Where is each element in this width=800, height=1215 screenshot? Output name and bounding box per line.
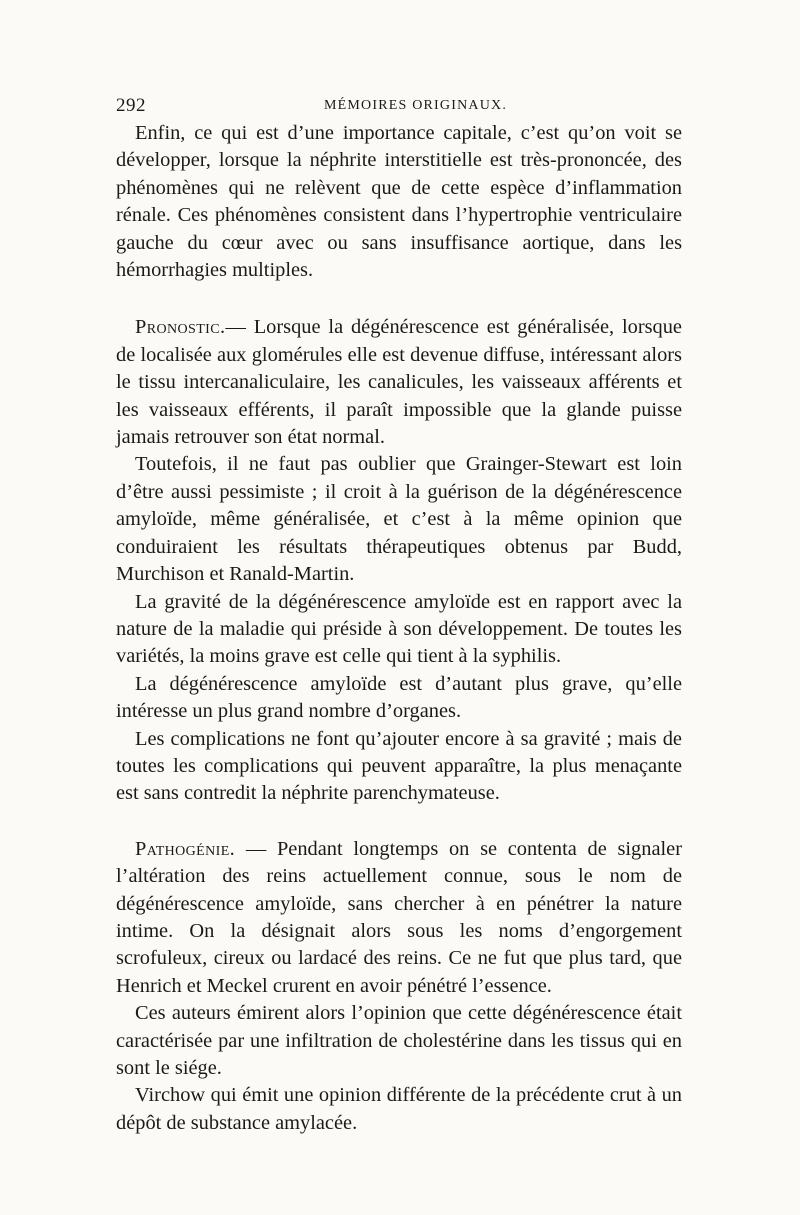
paragraph-pathogenie	[116, 836, 682, 1000]
paragraph-conclusion: Enfin, ce qui est d’une importance capitale, c’est qu’on voit se développer, lorsque la néphrite interstitielle est très-prononcée, des phénomènes qui ne relèvent que de cette espèce d’inflammation rénale. Ces phénomènes consistent dans l’hypertrophie ventriculaire gauche du cœur avec ou sans insuffisance aortique, dans les hémorrhagies multiples.	[116, 122, 682, 282]
pronostic-text: — Lorsque la dégénérescence est généralisée, lorsque de localisée aux glomérules elle est devenue diffuse, intéressant alors le tissu intercanaliculaire, les canalicules, les vaisseaux afférents et les vaisseaux efférents, il paraît impossible que la glande puisse jamais retrouver son état normal.	[116, 316, 682, 449]
running-head: MÉMOIRES ORIGINAUX.	[324, 98, 508, 113]
paragraph-virchow: Virchow qui émit une opinion différente de la précédente crut à un dépôt de substance amylacée.	[116, 1084, 682, 1134]
page-header	[116, 94, 682, 118]
section-label-pronostic: Pronostic.	[135, 316, 226, 339]
paragraph-auteurs: Ces auteurs émirent alors l’opinion que cette dégénérescence était caractérisée par une infiltration de cholestérine dans les tissus qui en sont le siége.	[116, 1002, 682, 1079]
paragraph-gravite: La gravité de la dégénérescence amyloïde est en rapport avec la nature de la maladie qui préside à son développement. De toutes les variétés, la moins grave est celle qui tient à la syphilis.	[116, 590, 682, 668]
section-spacer	[116, 808, 682, 836]
paragraph-pronostic	[116, 314, 682, 451]
book-page	[116, 94, 682, 1137]
section-spacer	[116, 284, 682, 314]
paragraph-complications: Les complications ne font qu’ajouter encore à sa gravité ; mais de toutes les complications qui peuvent apparaître, la plus menaçante est sans contredit la néphrite parenchymateuse.	[116, 727, 682, 805]
body-text	[116, 120, 682, 1137]
pathogenie-text: — Pendant longtemps on se contenta de signaler l’altération des reins actuellement connue, sous le nom de dégénérescence amyloïde, sans chercher à en pénétrer la nature intime. On la désignait alors sous les noms d’engorgement scrofuleux, cireux ou lardacé des reins. Ce ne fut que plus tard, que Henrich et Meckel crurent en avoir pénétré l’essence.	[116, 837, 682, 997]
paragraph-organes: La dégénérescence amyloïde est d’autant plus grave, qu’elle intéresse un plus grand nombre d’organes.	[116, 672, 682, 723]
paragraph-grainger-stewart: Toutefois, il ne faut pas oublier que Grainger-Stewart est loin d’être aussi pessimiste ; il croit à la guérison de la dégénérescence amyloïde, même généralisée, et c’est à la même opinion que conduiraient les résultats thérapeutiques obtenus par Budd, Murchison et Ranald-Martin.	[116, 453, 682, 586]
page-number: 292	[116, 95, 146, 116]
section-label-pathogenie: Pathogénie.	[135, 837, 236, 860]
